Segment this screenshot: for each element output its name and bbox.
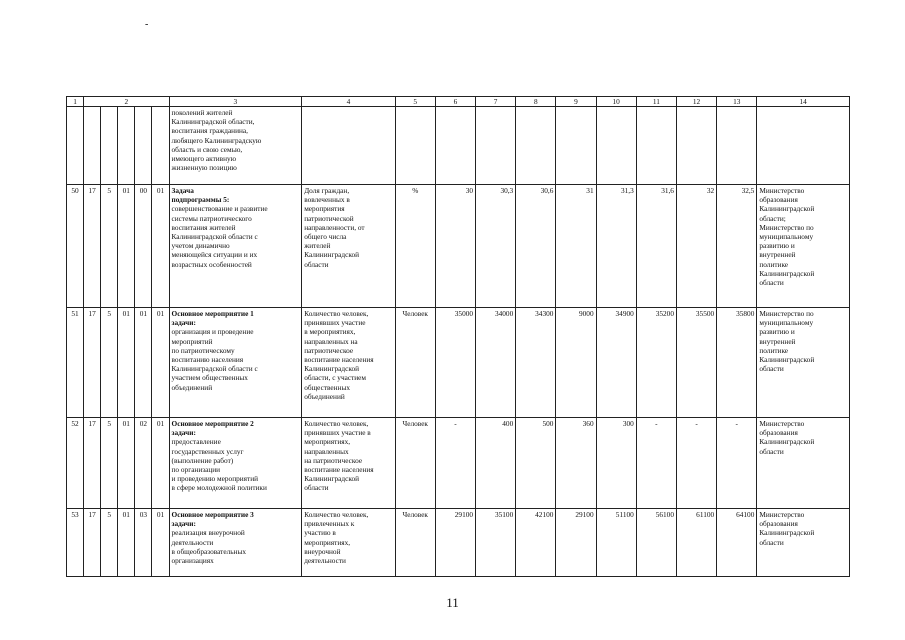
code-cell: 01 [152,509,169,577]
unit-cell: % [395,185,435,308]
responsible-cell: Министерство образования Калининградской области [757,418,850,509]
table-row [67,418,850,509]
value-cell: 35800 [717,308,757,418]
code-cell: 02 [135,418,152,509]
code-cell: 01 [118,509,135,577]
value-cell: 31 [556,185,596,308]
unit-cell: Человек [395,418,435,509]
value-cell: 51100 [596,509,636,577]
code-cell: 17 [84,509,101,577]
goal-text-continuation: поколений жителей Калининградской области, воспитания гражданина, любящего Калининградскую область и свою семью, имеющего активную жизненную позицию [169,107,302,185]
code-cell: 01 [118,185,135,308]
header-cell: 13 [717,97,757,107]
program-table [66,96,850,577]
code-cell: 5 [101,308,118,418]
value-cell: - [717,418,757,509]
code-cell: 17 [84,185,101,308]
table-row [67,509,850,577]
code-cell: 50 [67,185,84,308]
value-cell: 300 [596,418,636,509]
value-cell: 30,6 [516,185,556,308]
value-cell: 400 [476,418,516,509]
code-cell: 52 [67,418,84,509]
value-cell: 30 [435,185,475,308]
value-cell: 34300 [516,308,556,418]
header-cell: 8 [516,97,556,107]
value-cell: - [435,418,475,509]
header-cell: 12 [676,97,716,107]
table-row [67,308,850,418]
table-row-continuation [67,107,850,185]
code-cell: 01 [152,308,169,418]
value-cell: 34900 [596,308,636,418]
header-cell: 14 [757,97,850,107]
header-cell: 6 [435,97,475,107]
value-cell: 500 [516,418,556,509]
header-cell: 4 [302,97,395,107]
indicator-cell: Количество человек, принявших участие в мероприятиях, направленных на патриотическое воспитание населения Калининградской области, с участием общественных объединений [302,308,395,418]
value-cell: 31,3 [596,185,636,308]
code-cell: 01 [152,418,169,509]
header-cell: 9 [556,97,596,107]
stray-mark: - [145,19,149,30]
code-cell: 53 [67,509,84,577]
code-cell: 5 [101,185,118,308]
code-cell: 01 [118,418,135,509]
unit-cell: Человек [395,509,435,577]
value-cell: 29100 [435,509,475,577]
code-cell: 00 [135,185,152,308]
value-cell: 29100 [556,509,596,577]
header-cell: 5 [395,97,435,107]
value-cell: 61100 [676,509,716,577]
code-cell: 01 [152,185,169,308]
responsible-cell: Министерство образования Калининградской области [757,509,850,577]
code-cell: 5 [101,509,118,577]
value-cell: 32,5 [717,185,757,308]
indicator-cell: Доля граждан, вовлеченных в мероприятия патриотической направленности, от общего числа жителей Калининградской области [302,185,395,308]
code-cell: 03 [135,509,152,577]
value-cell: 35200 [636,308,676,418]
responsible-cell: Министерство образования Калининградской области; Министерство по муниципальному развитию и внутренней политике Калининградской области [757,185,850,308]
code-cell: 01 [135,308,152,418]
task-title-cell: Основное мероприятие 1 задачи: организация и проведение мероприятий по патриотическому воспитанию населения Калининградской области с участием общественных объединений [169,308,302,418]
indicator-cell: Количество человек, принявших участие в мероприятиях, направленных на патриотическое воспитание населения Калининградской области [302,418,395,509]
header-cell: 2 [84,97,169,107]
page-number: 11 [446,595,459,610]
value-cell: 360 [556,418,596,509]
table-row [67,185,850,308]
code-cell: 01 [118,308,135,418]
value-cell: 35100 [476,509,516,577]
value-cell: 30,3 [476,185,516,308]
value-cell: 34000 [476,308,516,418]
value-cell: 64100 [717,509,757,577]
indicator-cell: Количество человек, привлеченных к участию в мероприятиях, внеурочной деятельности [302,509,395,577]
header-cell: 3 [169,97,302,107]
value-cell: 35000 [435,308,475,418]
header-cell: 11 [636,97,676,107]
value-cell: 56100 [636,509,676,577]
code-cell: 17 [84,418,101,509]
header-cell: 7 [476,97,516,107]
header-cell: 10 [596,97,636,107]
unit-cell: Человек [395,308,435,418]
header-row [67,97,850,107]
task-title-cell: Основное мероприятие 3 задачи: реализация внеурочной деятельности в общеобразовательных организациях [169,509,302,577]
value-cell: - [676,418,716,509]
task-title-cell: Основное мероприятие 2 задачи: предоставление государственных услуг (выполнение работ) по организации и проведению мероприятий в сфере молодежной политики [169,418,302,509]
code-cell: 51 [67,308,84,418]
value-cell: - [636,418,676,509]
value-cell: 42100 [516,509,556,577]
value-cell: 35500 [676,308,716,418]
code-cell: 5 [101,418,118,509]
value-cell: 31,6 [636,185,676,308]
value-cell: 32 [676,185,716,308]
value-cell: 9000 [556,308,596,418]
header-cell: 1 [67,97,84,107]
code-cell: 17 [84,308,101,418]
responsible-cell: Министерство по муниципальному развитию и внутренней политике Калининградской области [757,308,850,418]
task-title-cell: Задача подпрограммы 5: совершенствование и развитие системы патриотического воспитания жителей Калининградской области с учетом динамично меняющейся ситуации и их возрастных особенностей [169,185,302,308]
